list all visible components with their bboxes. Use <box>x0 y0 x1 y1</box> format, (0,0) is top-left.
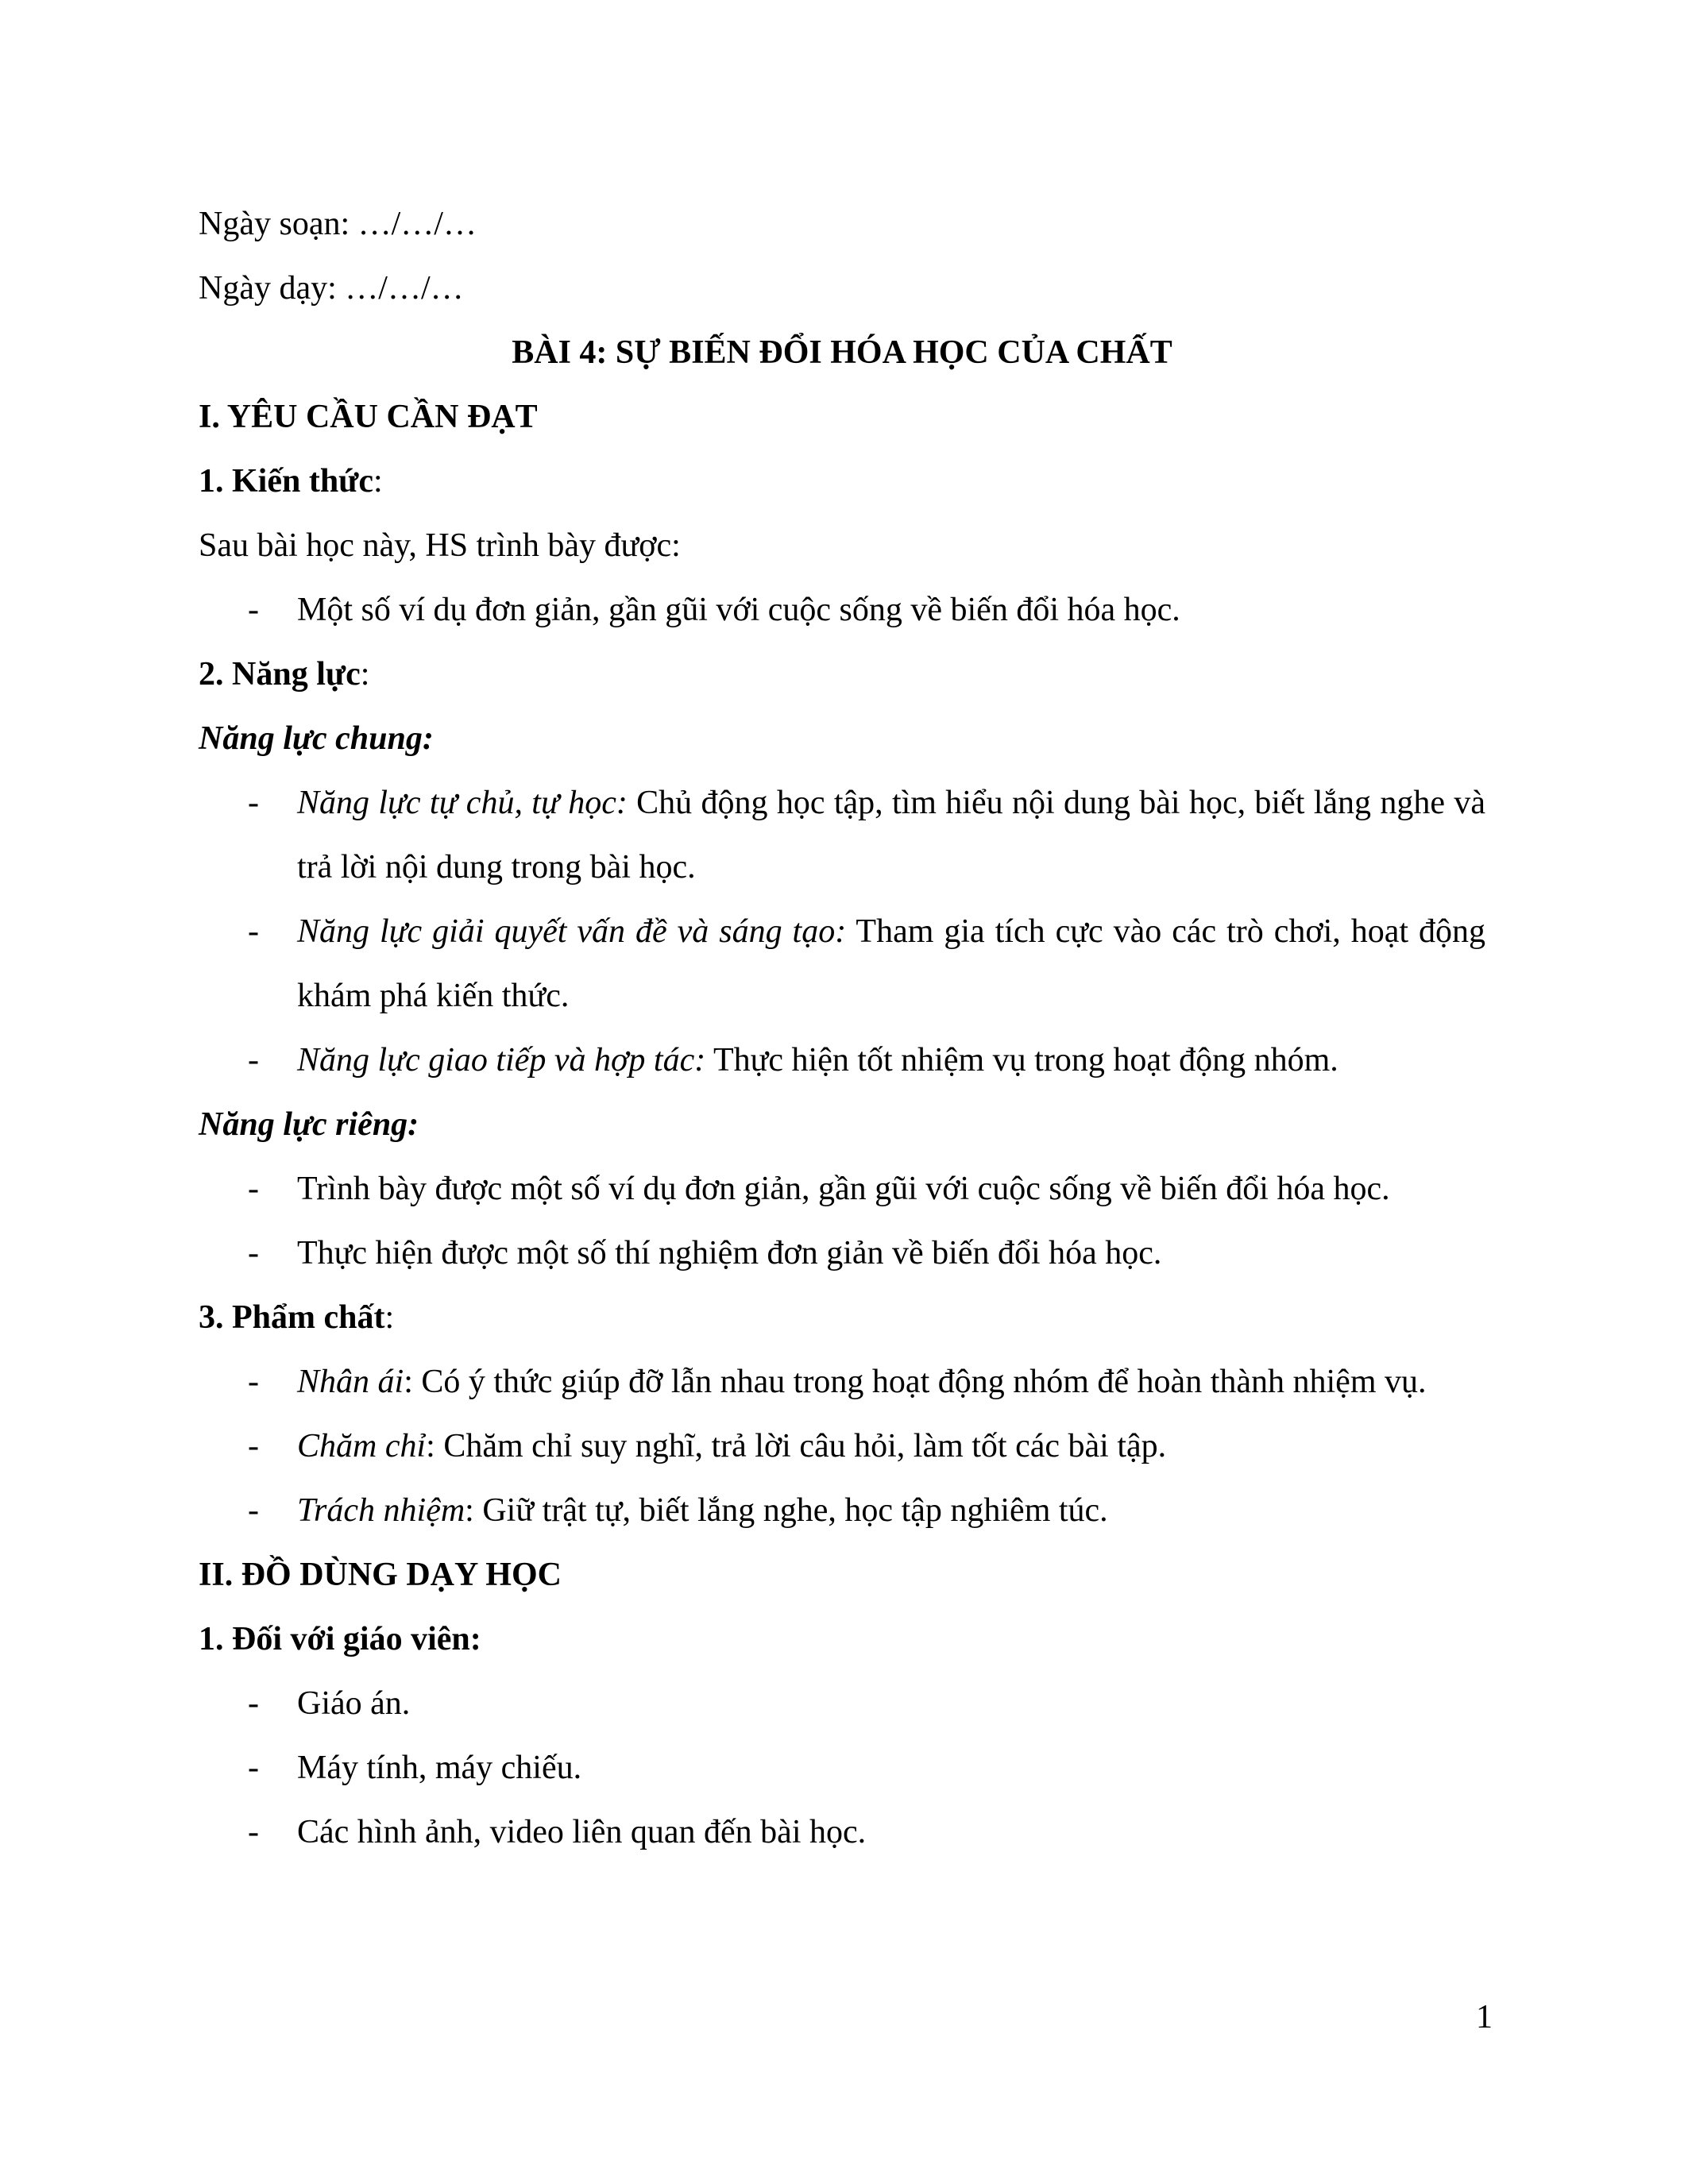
bullet-dash: - <box>248 1364 259 1400</box>
quality-label: Nhân ái <box>297 1364 404 1400</box>
quality-label: Trách nhiệm <box>297 1492 465 1529</box>
bullet-dash: - <box>248 1171 259 1207</box>
general-competence-text: Chủ động học tập, tìm hiểu nội dung bài học, biết lắng nghe và trả lời nội dung trong bài học. <box>297 785 1485 886</box>
general-competence-label: Năng lực tự chủ, tự học: <box>297 785 628 821</box>
bullet-dash: - <box>248 1235 259 1271</box>
section-heading-materials: II. ĐỒ DÙNG DẠY HỌC <box>199 1557 562 1593</box>
general-competence-label: Năng lực giao tiếp và hợp tác: <box>297 1042 706 1078</box>
quality-text: : Có ý thức giúp đỡ lẫn nhau trong hoạt động nhóm để hoàn thành nhiệm vụ. <box>404 1364 1427 1400</box>
quality-item <box>199 1350 1485 1414</box>
knowledge-heading: 1. Kiến thức <box>199 463 374 500</box>
teacher-item-text: Các hình ảnh, video liên quan đến bài học. <box>297 1814 867 1850</box>
specific-competence-item <box>199 1157 1485 1221</box>
general-competence-heading: Năng lực chung: <box>199 720 434 757</box>
knowledge-heading-line <box>199 450 1485 514</box>
competence-colon: : <box>360 656 370 693</box>
knowledge-item-text: Một số ví dụ đơn giản, gần gũi với cuộc sống về biến đổi hóa học. <box>297 592 1180 628</box>
bullet-dash: - <box>248 1042 259 1078</box>
specific-competence-text: Trình bày được một số ví dụ đơn giản, gần gũi với cuộc sống về biến đổi hóa học. <box>297 1171 1390 1207</box>
teacher-item <box>199 1800 1485 1865</box>
teacher-item-text: Giáo án. <box>297 1685 411 1722</box>
general-competence-text: Tham gia tích cực vào các trò chơi, hoạt động khám phá kiến thức. <box>297 913 1485 1014</box>
teacher-item <box>199 1736 1485 1800</box>
teacher-item-text: Máy tính, máy chiếu. <box>297 1750 582 1786</box>
section-heading-requirements: I. YÊU CẦU CẦN ĐẠT <box>199 399 538 435</box>
general-competence-item <box>199 900 1485 1028</box>
qualities-heading-line <box>199 1286 1485 1350</box>
bullet-dash: - <box>248 913 259 950</box>
specific-competence-item <box>199 1221 1485 1286</box>
general-competence-item <box>199 771 1485 900</box>
teacher-heading: 1. Đối với giáo viên: <box>199 1621 481 1657</box>
bullet-dash: - <box>248 785 259 821</box>
bullet-dash: - <box>248 1685 259 1722</box>
general-competence-item <box>199 1028 1485 1093</box>
quality-item <box>199 1414 1485 1479</box>
qualities-heading: 3. Phẩm chất <box>199 1299 385 1336</box>
quality-label: Chăm chỉ <box>297 1428 427 1464</box>
general-competence-label: Năng lực giải quyết vấn đề và sáng tạo: <box>297 913 847 950</box>
quality-text: : Giữ trật tự, biết lắng nghe, học tập nghiêm túc. <box>465 1492 1108 1529</box>
prep-date: Ngày soạn: …/…/… <box>199 206 477 242</box>
bullet-dash: - <box>248 1428 259 1464</box>
general-competence-text: Thực hiện tốt nhiệm vụ trong hoạt động nhóm. <box>705 1042 1338 1078</box>
competence-heading-line <box>199 642 1485 707</box>
specific-competence-text: Thực hiện được một số thí nghiệm đơn giản về biến đổi hóa học. <box>297 1235 1162 1271</box>
quality-text: : Chăm chỉ suy nghĩ, trả lời câu hỏi, làm tốt các bài tập. <box>426 1428 1167 1464</box>
teacher-item <box>199 1672 1485 1736</box>
bullet-dash: - <box>248 1814 259 1850</box>
page-number: 1 <box>1476 1999 1493 2035</box>
knowledge-item <box>199 578 1485 642</box>
knowledge-intro: Sau bài học này, HS trình bày được: <box>199 527 681 564</box>
page-content <box>199 192 1485 1865</box>
bullet-dash: - <box>248 1750 259 1786</box>
teach-date: Ngày dạy: …/…/… <box>199 270 464 307</box>
quality-item <box>199 1479 1485 1543</box>
specific-competence-heading: Năng lực riêng: <box>199 1106 419 1143</box>
qualities-colon: : <box>384 1299 395 1336</box>
bullet-dash: - <box>248 592 259 628</box>
lesson-title: BÀI 4: SỰ BIẾN ĐỔI HÓA HỌC CỦA CHẤT <box>512 334 1172 371</box>
bullet-dash: - <box>248 1492 259 1529</box>
competence-heading: 2. Năng lực <box>199 656 361 693</box>
knowledge-colon: : <box>373 463 383 500</box>
